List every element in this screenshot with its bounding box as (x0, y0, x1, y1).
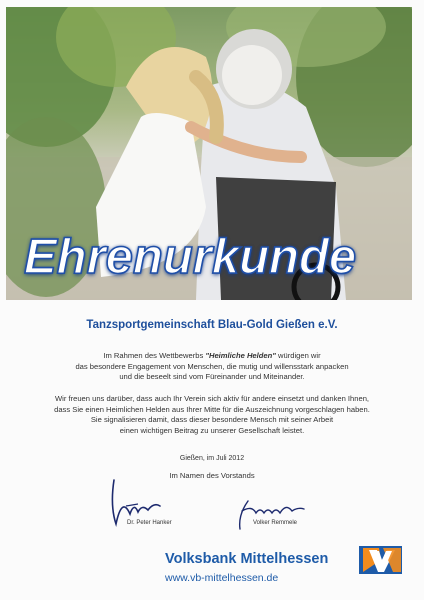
on-behalf-text: Im Namen des Vorstands (169, 471, 255, 480)
paragraph-thanks (0, 394, 424, 436)
text-segment: würdigen wir (275, 351, 321, 360)
paragraph-line: einen wichtigen Beitrag zu unserer Gesellschaft leistet. (119, 425, 305, 435)
date-place: Gießen, im Juli 2012 (179, 455, 245, 462)
hero-photo (6, 7, 412, 300)
bank-url[interactable]: www.vb-mittelhessen.de (165, 572, 279, 584)
paragraph-line: dass Sie einen Heimlichen Helden aus Ihrer Mitte für die Auszeichnung vorgeschlagen haben. (54, 404, 370, 414)
paragraph-line: Wir freuen uns darüber, dass auch Ihr Verein sich aktiv für andere einsetzt und danken Ihnen, (54, 394, 370, 403)
bank-name: Volksbank Mittelhessen (165, 551, 329, 567)
signature-2-drawing (232, 497, 312, 533)
text-segment: Im Rahmen des Wettbewerbs (103, 351, 206, 360)
club-name: Tanzsportgemeinschaft Blau-Gold Gießen e.V. (86, 319, 338, 331)
competition-name: "Heimliche Helden" (205, 351, 276, 360)
paragraph-line: Sie signalisieren damit, dass dieser besondere Mensch mit seiner Arbeit (90, 415, 334, 424)
paragraph-line: und die beseelt sind vom Füreinander und Miteinander. (119, 372, 305, 381)
paragraph-line: das besondere Engagement von Menschen, die mutig und willensstark anpacken (75, 361, 349, 371)
paragraph-tribute (0, 351, 424, 383)
signer-1-name: Dr. Peter Hanker (127, 520, 172, 526)
signer-2-name: Volker Remmele (253, 520, 298, 526)
volksbank-logo-icon (359, 546, 402, 574)
signature-2 (232, 497, 312, 533)
paragraph-line (0, 351, 424, 362)
certificate-title: Ehrenurkunde (24, 230, 357, 284)
